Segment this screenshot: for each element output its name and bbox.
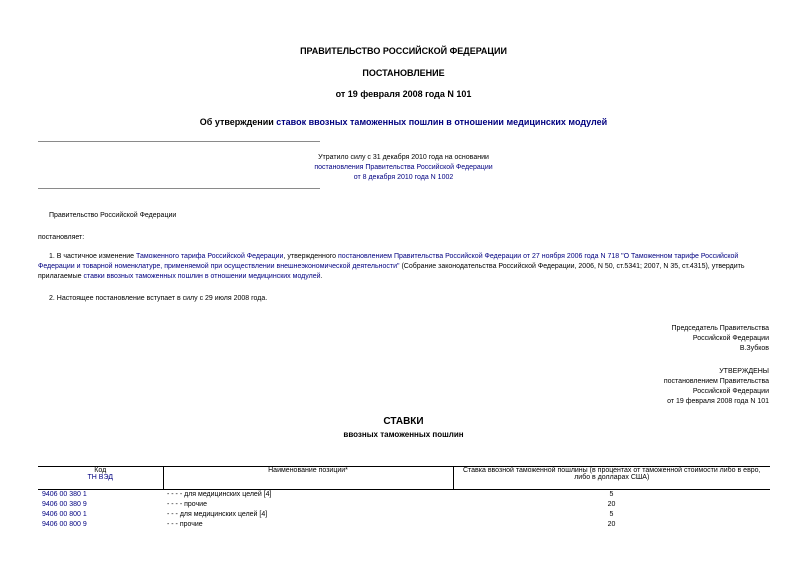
document-title-link[interactable]: ставок ввозных таможенных пошлин в отношении медицинских модулей xyxy=(276,117,608,127)
status-note-line1: Утратило силу с 31 декабря 2010 года на основании xyxy=(318,154,489,161)
document-type: ПОСТАНОВЛЕНИЕ xyxy=(362,68,445,78)
paragraph-2: 2. Настоящее постановление вступает в силу с 29 июля 2008 года. xyxy=(49,295,268,302)
row-name: - - - прочие xyxy=(167,521,203,528)
decree-718-link[interactable]: постановлением Правительства Российской Федерации от 27 ноября 2006 года N 718 "О Таможенном тарифе Российской Федерации и товарной номенклатуре, применяемой при осуществлении внешнеэкономической деятельности" xyxy=(38,253,739,270)
signature-country: Российской Федерации xyxy=(692,335,769,342)
status-note-link2[interactable]: от 8 декабря 2010 года N 1002 xyxy=(353,174,454,181)
document-title-prefix: Об утверждении xyxy=(199,117,277,127)
annex-title: СТАВКИ xyxy=(383,416,424,427)
row-rate: 5 xyxy=(609,511,614,518)
customs-tariff-link[interactable]: Таможенного тарифа Российской Федерации xyxy=(136,253,284,260)
row-code-link[interactable]: 9406 00 800 1 xyxy=(42,511,87,518)
decrees-text: постановляет: xyxy=(38,234,85,241)
approval-heading: УТВЕРЖДЕНЫ xyxy=(719,368,769,375)
row-code-link[interactable]: 9406 00 800 9 xyxy=(42,521,87,528)
paragraph-1-text-d: . xyxy=(320,273,323,280)
table-row xyxy=(38,500,770,510)
document-title xyxy=(0,116,807,128)
paragraph-1 xyxy=(38,252,770,282)
paragraph-1-text-a: 1. В частичное изменение xyxy=(49,253,136,260)
paragraph-1-text-c: (Собрание законодательства Российской Федерации, 2006, N 50, ст.5341; 2007, N 35, ст.4315), утвердить прилагаемые xyxy=(38,263,745,280)
row-name: - - - для медицинских целей [4] xyxy=(167,511,268,518)
signature-position: Председатель Правительства xyxy=(671,325,769,332)
column-header-code-line1: Код xyxy=(94,467,107,474)
row-code-link[interactable]: 9406 00 380 9 xyxy=(42,501,87,508)
approval-line3: Российской Федерации xyxy=(692,388,769,395)
approval-line2: постановлением Правительства xyxy=(663,378,769,385)
column-header-name: Наименование позиции* xyxy=(163,467,453,490)
row-rate: 20 xyxy=(607,501,616,508)
status-note-link1[interactable]: постановления Правительства Российской Федерации xyxy=(314,164,493,171)
row-rate: 20 xyxy=(607,521,616,528)
document-date-number: от 19 февраля 2008 года N 101 xyxy=(335,89,472,99)
table-row xyxy=(38,510,770,520)
row-name: - - - - для медицинских целей [4] xyxy=(167,491,272,498)
signature-name: В.Зубков xyxy=(739,345,769,352)
divider-top xyxy=(38,141,320,142)
approval-block xyxy=(664,367,769,407)
signature-block xyxy=(672,324,769,354)
government-heading: ПРАВИТЕЛЬСТВО РОССИЙСКОЙ ФЕДЕРАЦИИ xyxy=(300,46,507,56)
annex-subtitle: ввозных таможенных пошлин xyxy=(343,430,464,439)
row-rate: 5 xyxy=(609,491,614,498)
row-name: - - - - прочие xyxy=(167,501,207,508)
rates-link[interactable]: ставки ввозных таможенных пошлин в отношении медицинских модулей xyxy=(83,273,321,280)
column-header-rate: Ставка ввозной таможенной пошлины (в процентах от таможенной стоимости либо в евро, либо в долларах США) xyxy=(453,467,770,490)
paragraph-1-text-b: , утвержденного xyxy=(283,253,339,260)
table-header-row xyxy=(38,467,770,490)
rates-table xyxy=(38,466,770,530)
approval-line4: от 19 февраля 2008 года N 101 xyxy=(667,398,769,405)
column-header-code-link[interactable]: ТН ВЭД xyxy=(87,474,113,481)
divider-bottom xyxy=(38,188,320,189)
status-note xyxy=(0,153,807,183)
row-code-link[interactable]: 9406 00 380 1 xyxy=(42,491,87,498)
table-row xyxy=(38,490,770,501)
intro-text: Правительство Российской Федерации xyxy=(49,212,177,219)
column-header-code xyxy=(38,467,163,490)
table-row xyxy=(38,520,770,530)
